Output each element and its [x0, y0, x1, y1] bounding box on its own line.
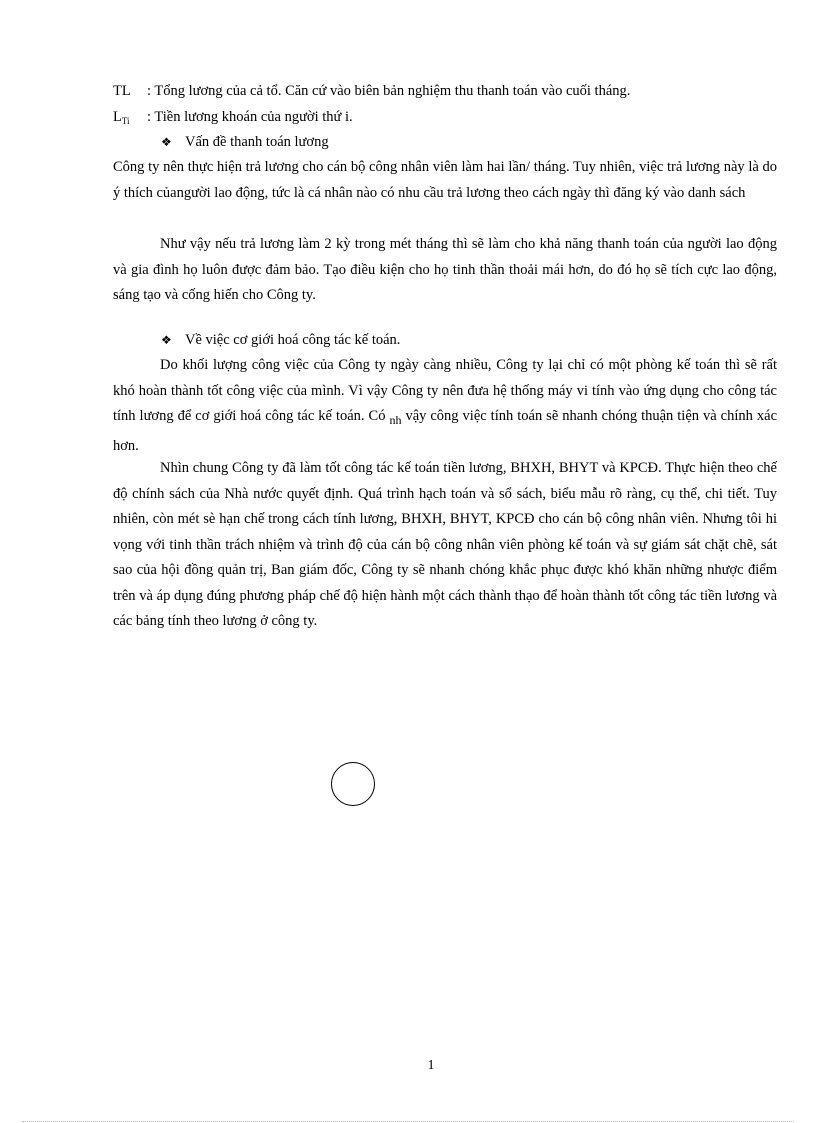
- definition-tl: [113, 82, 630, 100]
- diamond-bullet-icon: ❖: [161, 333, 172, 347]
- definition-term: $L_{Ti}$: [113, 109, 130, 126]
- page-number: 1: [427, 1058, 435, 1073]
- paragraph: Nhìn chung Công ty đã làm tốt công tác kế toán tiền lương, BHXH, BHYT và KPCĐ. Thực hiện theo chế độ chính sách của Nhà nước quyết định. Quá trình hạch toán và sổ sách, biểu mẫu rõ ràng, cụ thể, chi tiết. Tuy nhiên, còn mét sè hạn chế trong cách tính lương, BHXH, BHYT, KPCĐ cho cán bộ công nhân viên. Nhưng tôi hi vọng với tinh thần trách nhiệm và trình độ của cán bộ công nhân viên phòng kế toán và sự giám sát chặt chẽ, sát sao của hội đồng quản trị, Ban giám đốc, Công ty sẽ nhanh chóng khắc phục được khó khăn những nhược điểm trên và áp dụng đúng phương pháp chế độ hiện hành một cách thành thạo để hoàn thành tốt công tác tiền lương và các bảng tính theo lương ở công ty.: [113, 460, 777, 629]
- circle-shape: [331, 762, 375, 806]
- section-heading-payment: [161, 133, 329, 151]
- definition-lti: [113, 108, 353, 130]
- definition-term: TL: [113, 83, 131, 99]
- definition-text: : Tổng lương của cả tổ. Căn cứ vào biên bản nghiệm thu thanh toán vào cuối tháng.: [147, 83, 631, 99]
- diamond-bullet-icon: ❖: [161, 135, 172, 149]
- definition-text: : Tiền lương khoán của người thứ i.: [147, 109, 353, 125]
- section-title: Vấn đề thanh toán lương: [185, 134, 329, 150]
- section-heading-mechanization: [161, 331, 400, 349]
- section-title: Về việc cơ giới hoá công tác kế toán.: [185, 332, 401, 348]
- paragraph: Như vậy nếu trả lương làm 2 kỳ trong mét tháng thì sẽ làm cho khả năng thanh toán của người lao động và gia đình họ luôn được đảm bảo. Tạo điều kiện cho họ tinh thần thoải mái hơn, do đó họ sẽ tích cực lao động, sáng tạo và cống hiến cho Công ty.: [113, 236, 777, 303]
- paragraph: Công ty nên thực hiện trả lương cho cán bộ công nhân viên làm hai lần/ tháng. Tuy nhiên, việc trả lương này là do ý thích củangười lao động, tức là cá nhân nào có nhu cầu trả lương theo cách ngày thì đăng ký vào danh sách: [113, 159, 777, 201]
- page-divider: [22, 1121, 794, 1122]
- paragraph: Do khối lượng công việc của Công ty ngày càng nhiều, Công ty lại chỉ có một phòng kế toán thì sẽ rất khó hoàn thành tốt công việc của mình. Vì vậy Công ty nên đưa hệ thống máy vi tính vào ứng dụng cho công tác tính lương để cơ giới hoá công tác kế toán. Có $_{nh}$ vậy công việc tính toán sẽ nhanh chóng thuận tiện và chính xác hơn.: [113, 357, 778, 454]
